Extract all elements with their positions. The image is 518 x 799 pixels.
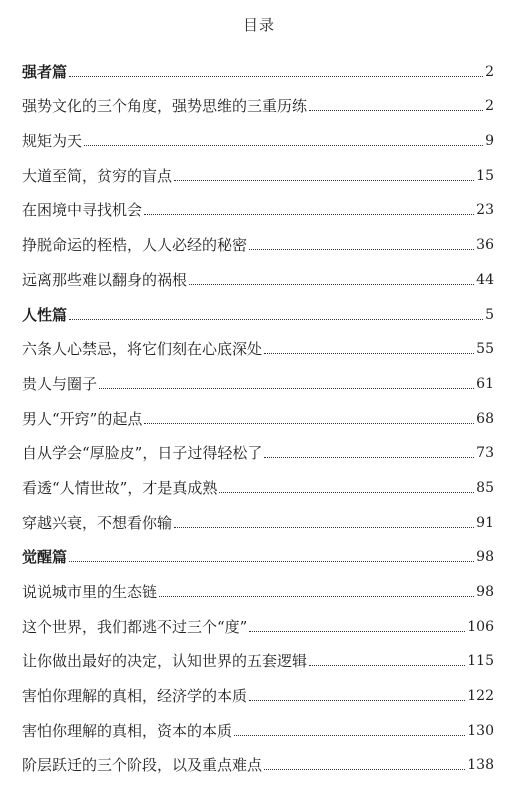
toc-entry[interactable]	[22, 642, 494, 677]
toc-entry[interactable]	[22, 156, 494, 191]
toc-entry[interactable]	[22, 746, 494, 781]
toc-section-title: 人性篇	[22, 305, 68, 324]
toc-page-number: 138	[467, 757, 494, 774]
dot-leader	[264, 769, 465, 770]
toc-entry[interactable]	[22, 468, 494, 503]
toc-entry-title: 贵人与圈子	[22, 374, 98, 393]
toc-entry[interactable]	[22, 572, 494, 607]
dot-leader	[264, 457, 474, 458]
toc-page-number: 9	[485, 133, 494, 150]
toc-entry-title: 看透“人情世故”，才是真成熟	[22, 478, 218, 497]
toc-entry[interactable]	[22, 364, 494, 399]
dot-leader	[99, 388, 474, 389]
toc-entry-title: 这个世界，我们都逃不过三个“度”	[22, 617, 248, 636]
toc-page-number: 122	[467, 688, 494, 705]
toc-entry-title: 自从学会“厚脸皮”，日子过得轻松了	[22, 444, 263, 463]
toc-page-number: 5	[485, 306, 494, 323]
toc-entry-title: 男人“开窍”的起点	[22, 409, 143, 428]
dot-leader	[264, 353, 474, 354]
toc-entry-title: 害怕你理解的真相，资本的本质	[22, 721, 233, 740]
toc-page-number: 98	[476, 549, 494, 566]
dot-leader	[219, 492, 474, 493]
toc-page-number: 15	[476, 167, 494, 184]
toc-entry-title: 在困境中寻找机会	[22, 201, 143, 220]
toc-entry[interactable]	[22, 87, 494, 122]
toc-entry-title: 大道至简，贫穷的盲点	[22, 166, 173, 185]
toc-page-number: 55	[476, 341, 494, 358]
dot-leader	[309, 110, 483, 111]
table-of-contents	[22, 52, 494, 780]
toc-section[interactable]	[22, 295, 494, 330]
toc-entry-title: 规矩为天	[22, 132, 83, 151]
toc-page-number: 68	[476, 410, 494, 427]
toc-section-title: 强者篇	[22, 62, 68, 81]
toc-page-number: 36	[476, 237, 494, 254]
dot-leader	[159, 596, 474, 597]
dot-leader	[84, 145, 483, 146]
toc-entry[interactable]	[22, 225, 494, 260]
toc-entry[interactable]	[22, 676, 494, 711]
toc-page-number: 44	[476, 271, 494, 288]
toc-entry-title: 挣脱命运的桎梏，人人必经的秘密	[22, 236, 248, 255]
toc-page-number: 23	[476, 202, 494, 219]
toc-page-number: 91	[476, 514, 494, 531]
toc-section[interactable]	[22, 538, 494, 573]
page-title: 目录	[242, 16, 275, 34]
dot-leader	[234, 735, 465, 736]
toc-section[interactable]	[22, 52, 494, 87]
toc-page-number: 106	[467, 618, 494, 635]
toc-entry-title: 六条人心禁忌，将它们刻在心底深处	[22, 340, 263, 359]
toc-page-number: 2	[485, 63, 494, 80]
toc-entry[interactable]	[22, 121, 494, 156]
toc-section-title: 觉醒篇	[22, 548, 68, 567]
toc-page-number: 98	[476, 584, 494, 600]
toc-entry-title: 害怕你理解的真相，经济学的本质	[22, 687, 248, 706]
dot-leader	[249, 249, 474, 250]
toc-page-number: 85	[476, 479, 494, 496]
toc-entry[interactable]	[22, 434, 494, 469]
dot-leader	[309, 665, 465, 666]
dot-leader	[189, 284, 474, 285]
toc-page-number: 130	[467, 722, 494, 739]
toc-page-number: 73	[476, 445, 494, 462]
toc-entry-title: 阶层跃迁的三个阶段，以及重点难点	[22, 756, 263, 775]
toc-page-number: 61	[476, 375, 494, 392]
dot-leader	[174, 180, 474, 181]
toc-entry[interactable]	[22, 711, 494, 746]
dot-leader	[249, 700, 465, 701]
dot-leader	[174, 527, 474, 528]
toc-entry[interactable]	[22, 503, 494, 538]
toc-entry[interactable]	[22, 191, 494, 226]
toc-page-number: 2	[485, 98, 494, 115]
dot-leader	[69, 76, 483, 77]
toc-entry-title: 强势文化的三个角度，强势思维的三重历练	[22, 97, 308, 116]
toc-entry[interactable]	[22, 330, 494, 365]
dot-leader	[249, 631, 465, 632]
toc-page-number: 115	[467, 653, 494, 670]
toc-entry-title: 穿越兴衰，不想看你输	[22, 513, 173, 532]
toc-entry[interactable]	[22, 399, 494, 434]
toc-entry[interactable]	[22, 260, 494, 295]
dot-leader	[144, 423, 474, 424]
toc-entry[interactable]	[22, 607, 494, 642]
dot-leader	[69, 319, 483, 320]
dot-leader	[69, 561, 474, 562]
toc-entry-title: 让你做出最好的决定，认知世界的五套逻辑	[22, 652, 308, 671]
toc-entry-title: 说说城市里的生态链	[22, 583, 158, 601]
dot-leader	[144, 214, 474, 215]
toc-entry-title: 远离那些难以翻身的祸根	[22, 270, 188, 289]
